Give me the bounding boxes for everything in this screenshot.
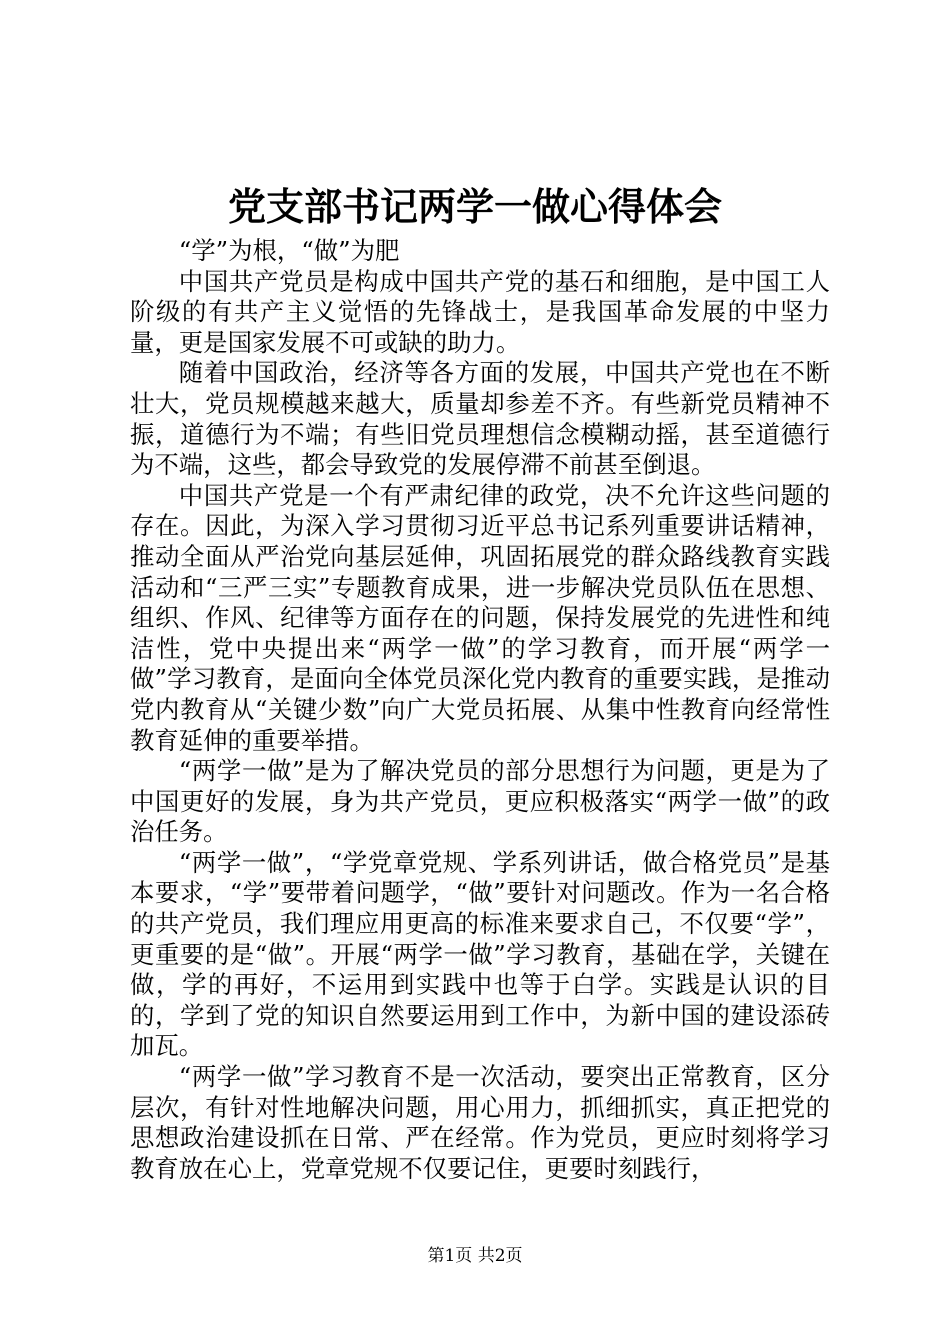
paragraph: “两学一做”，“学党章党规、学系列讲话，做合格党员”是基本要求，“学”要带着问题学，“做”要针对问题改。作为一名合格的共产党员，我们理应用更高的标准来要求自己，不仅要“学”，更重要的是“做”。开展“两学一做”学习教育，基础在学，关键在做，学的再好，不运用到实践中也等于白学。实践是认识的目的，学到了党的知识自然要运用到工作中，为新中国的建设添砖加瓦。: [130, 847, 830, 1061]
paragraph: “两学一做”学习教育不是一次活动，要突出正常教育，区分层次，有针对性地解决问题，用心用力，抓细抓实，真正把党的思想政治建设抓在日常、严在经常。作为党员，更应时刻将学习教育放在心上，党章党规不仅要记住，更要时刻践行，: [130, 1062, 830, 1183]
paragraph: “两学一做”是为了解决党员的部分思想行为问题，更是为了中国更好的发展，身为共产党员，更应积极落实“两学一做”的政治任务。: [130, 756, 830, 847]
paragraph: 中国共产党员是构成中国共产党的基石和细胞，是中国工人阶级的有共产主义觉悟的先锋战士，是我国革命发展的中坚力量，更是国家发展不可或缺的助力。: [130, 266, 830, 357]
paragraph: 随着中国政治，经济等各方面的发展，中国共产党也在不断壮大，党员规模越来越大，质量却参差不齐。有些新党员精神不振，道德行为不端；有些旧党员理想信念模糊动摇，甚至道德行为不端，这些，都会导致党的发展停滞不前甚至倒退。: [130, 358, 830, 480]
paragraph: 中国共产党是一个有严肃纪律的政党，决不允许这些问题的存在。因此，为深入学习贯彻习近平总书记系列重要讲话精神，推动全面从严治党向基层延伸，巩固拓展党的群众路线教育实践活动和“三严三实”专题教育成果，进一步解决党员队伍在思想、组织、作风、纪律等方面存在的问题，保持发展党的先进性和纯洁性，党中央提出来“两学一做”的学习教育，而开展“两学一做”学习教育，是面向全体党员深化党内教育的重要实践，是推动党内教育从“关键少数”向广大党员拓展、从集中性教育向经常性教育延伸的重要举措。: [130, 480, 830, 755]
page-number-footer: 第1页 共2页: [427, 1246, 523, 1266]
document-title: 党支部书记两学一做心得体会: [227, 184, 722, 229]
paragraph-subtitle: “学”为根，“做”为肥: [178, 236, 400, 265]
document-body: [130, 236, 830, 1184]
